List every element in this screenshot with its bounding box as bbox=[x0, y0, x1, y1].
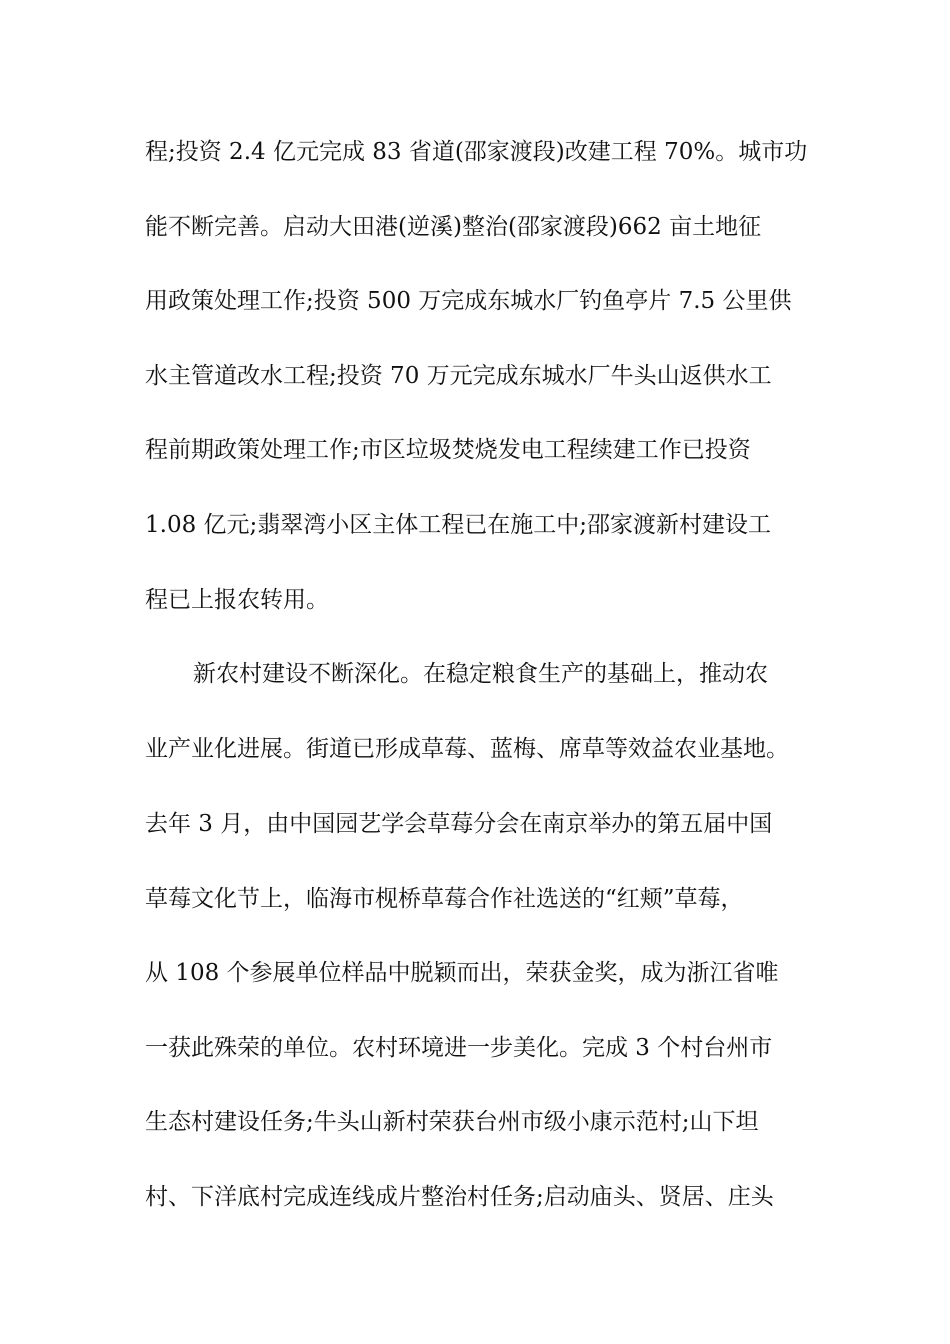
text-line: 从 108 个参展单位样品中脱颖而出，荣获金奖，成为浙江省唯 bbox=[145, 960, 779, 986]
text-line: 程;投资 2.4 亿元完成 83 省道(邵家渡段)改建工程 70%。城市功 bbox=[145, 139, 808, 165]
text-line: 村、下洋底村完成连线成片整治村任务;启动庙头、贤居、庄头 bbox=[145, 1184, 774, 1210]
paragraph-first-line: 新农村建设不断深化。在稳定粮食生产的基础上，推动农 bbox=[193, 661, 768, 687]
text-line: 一获此殊荣的单位。农村环境进一步美化。完成 3 个村台州市 bbox=[145, 1035, 773, 1061]
text-line: 程前期政策处理工作;市区垃圾焚烧发电工程续建工作已投资 bbox=[145, 437, 751, 463]
text-line: 去年 3 月，由中国园艺学会草莓分会在南京举办的第五届中国 bbox=[145, 811, 773, 837]
text-line: 业产业化进展。街道已形成草莓、蓝梅、席草等效益农业基地。 bbox=[145, 736, 789, 762]
text-line: 生态村建设任务;牛头山新村荣获台州市级小康示范村;山下坦 bbox=[145, 1109, 759, 1135]
text-line: 程已上报农转用。 bbox=[145, 587, 329, 613]
text-line: 草莓文化节上，临海市枧桥草莓合作社选送的“红颊”草莓， bbox=[145, 886, 744, 912]
text-line: 用政策处理工作;投资 500 万完成东城水厂钓鱼亭片 7.5 公里供 bbox=[145, 288, 792, 314]
text-line: 能不断完善。启动大田港(逆溪)整治(邵家渡段)662 亩土地征 bbox=[145, 214, 762, 240]
text-line: 水主管道改水工程;投资 70 万元完成东城水厂牛头山返供水工 bbox=[145, 363, 772, 389]
text-line: 1.08 亿元;翡翠湾小区主体工程已在施工中;邵家渡新村建设工 bbox=[145, 512, 772, 538]
